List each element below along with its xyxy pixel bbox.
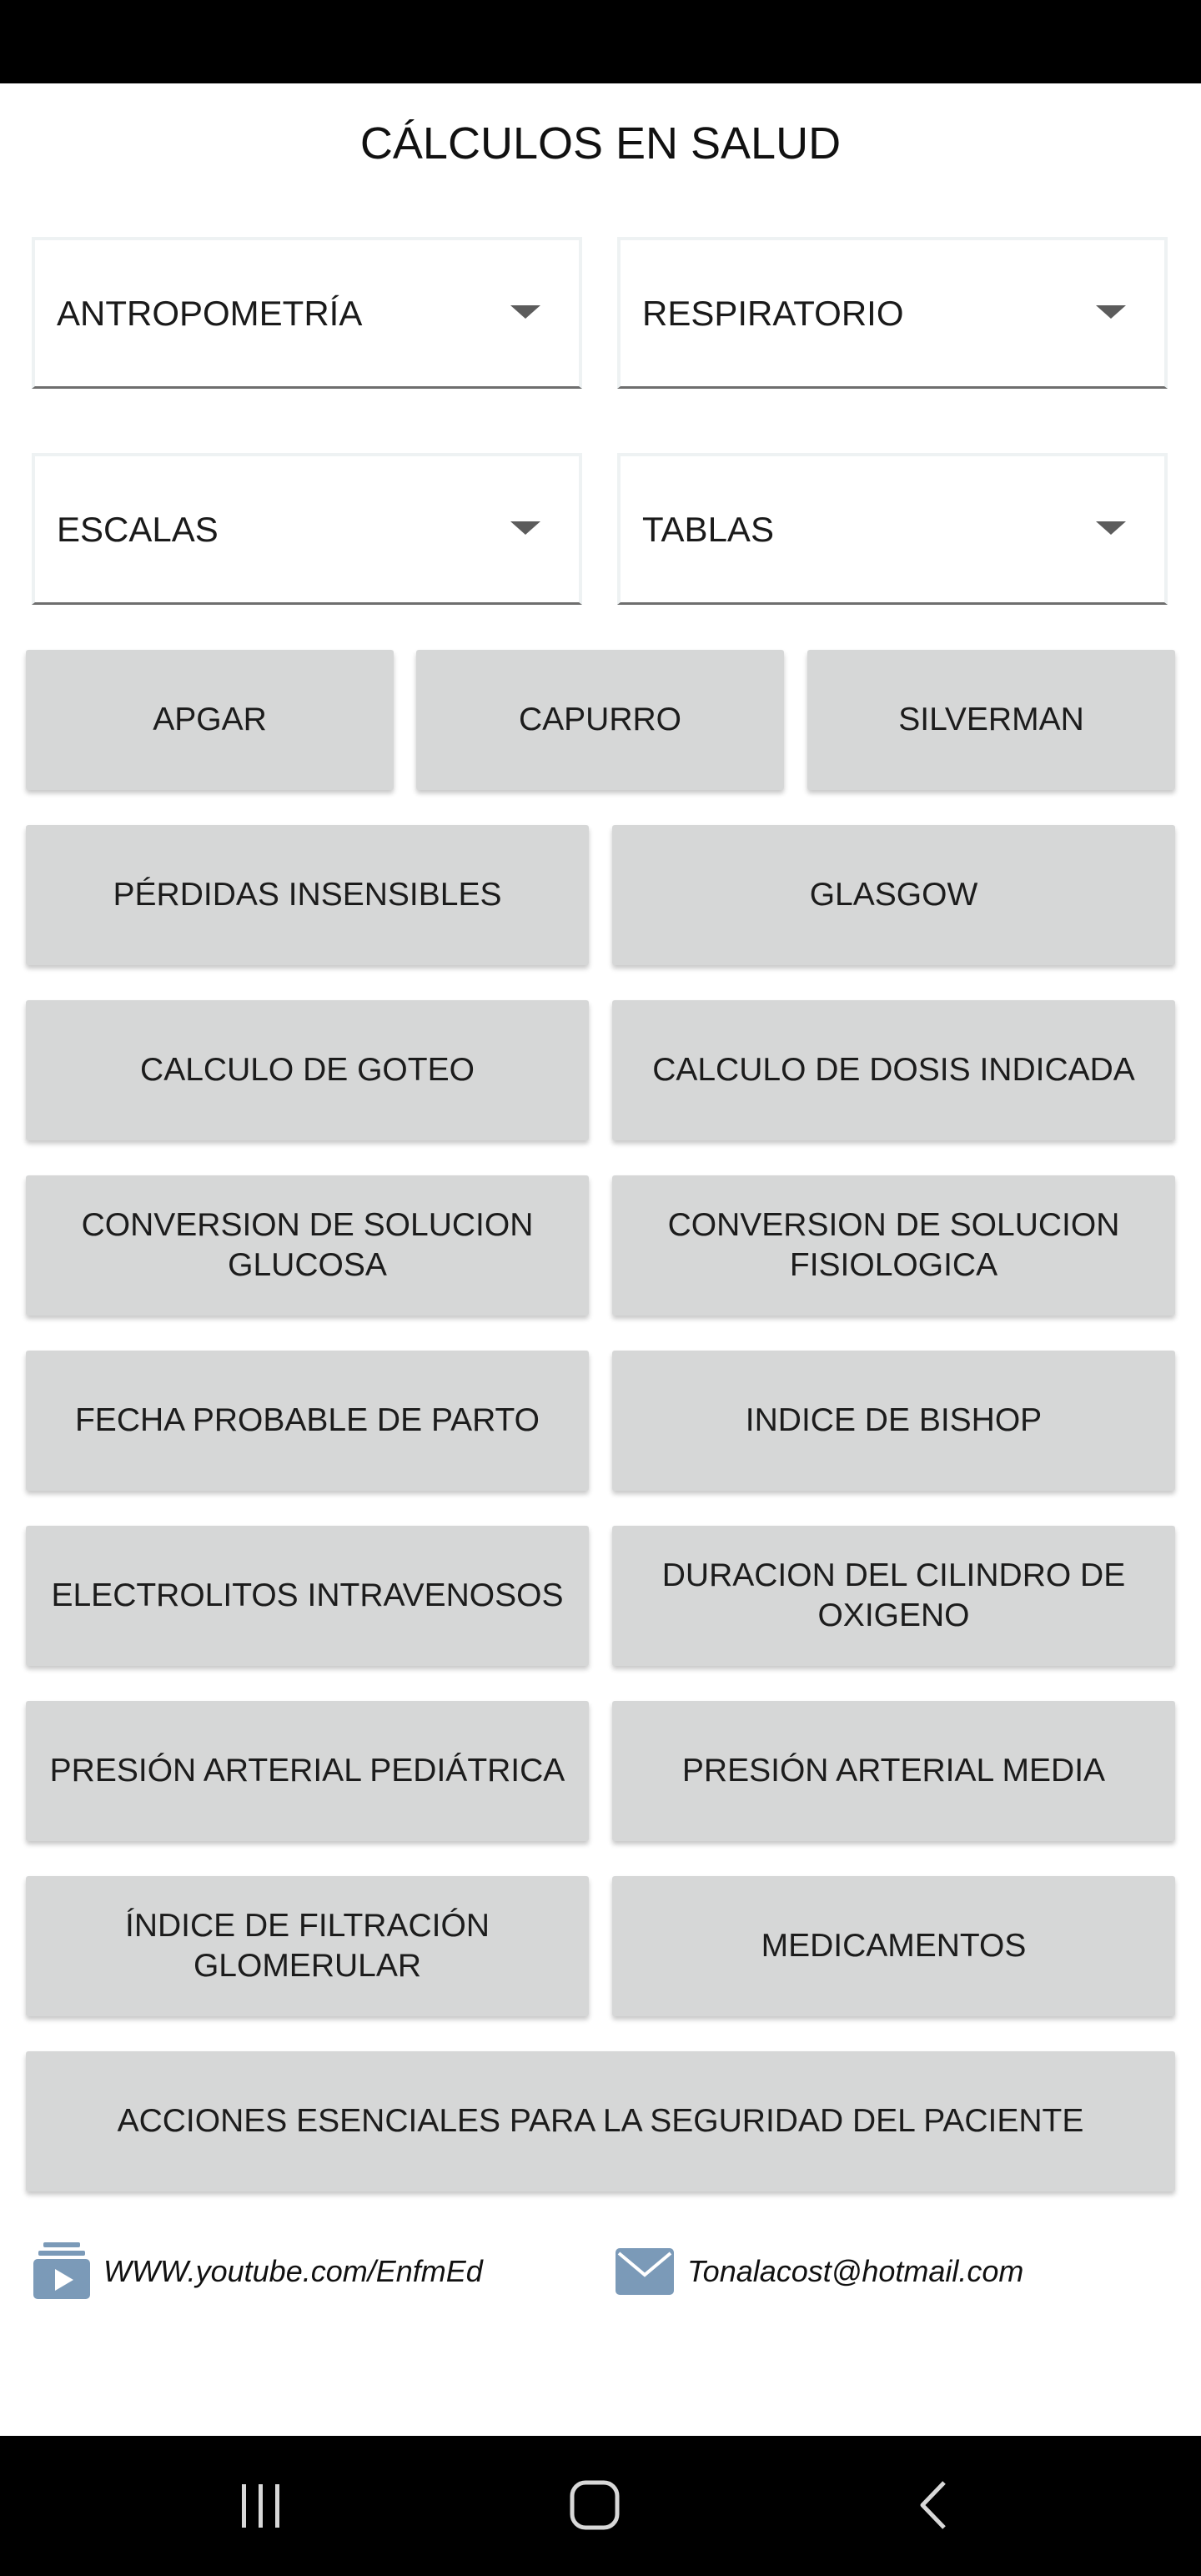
status-bar <box>0 0 1201 83</box>
presion-pediatrica-button[interactable]: PRESIÓN ARTERIAL PEDIÁTRICA <box>26 1701 589 1841</box>
fecha-parto-button[interactable]: FECHA PROBABLE DE PARTO <box>26 1351 589 1491</box>
presion-media-button[interactable]: PRESIÓN ARTERIAL MEDIA <box>612 1701 1175 1841</box>
dropdown-label: RESPIRATORIO <box>642 294 904 333</box>
silverman-button[interactable]: SILVERMAN <box>807 650 1175 790</box>
indice-bishop-button[interactable]: INDICE DE BISHOP <box>612 1351 1175 1491</box>
dropdown-label: ESCALAS <box>57 510 219 549</box>
email-link[interactable] <box>616 2242 1166 2301</box>
capurro-button[interactable]: CAPURRO <box>416 650 784 790</box>
youtube-link[interactable] <box>32 2242 565 2301</box>
dropdown-antropometria[interactable] <box>32 237 582 389</box>
dropdown-arrow-icon <box>1096 521 1126 535</box>
dropdown-arrow-icon <box>510 521 540 535</box>
dropdown-label: TABLAS <box>642 510 774 549</box>
filtracion-glomerular-button[interactable]: ÍNDICE DE FILTRACIÓN GLOMERULAR <box>26 1876 589 2016</box>
dropdown-escalas[interactable] <box>32 453 582 605</box>
glasgow-button[interactable]: GLASGOW <box>612 825 1175 965</box>
calculo-dosis-button[interactable]: CALCULO DE DOSIS INDICADA <box>612 1000 1175 1140</box>
perdidas-insensibles-button[interactable]: PÉRDIDAS INSENSIBLES <box>26 825 589 965</box>
navigation-bar <box>0 2436 1201 2576</box>
dropdown-arrow-icon <box>1096 305 1126 319</box>
conversion-fisiologica-button[interactable]: CONVERSION DE SOLUCION FISIOLOGICA <box>612 1175 1175 1316</box>
dropdown-tablas[interactable] <box>617 453 1168 605</box>
dropdown-label: ANTROPOMETRÍA <box>57 294 363 333</box>
envelope-icon <box>616 2248 674 2295</box>
page-title: CÁLCULOS EN SALUD <box>359 118 842 169</box>
calculo-goteo-button[interactable]: CALCULO DE GOTEO <box>26 1000 589 1140</box>
youtube-link-text: WWW.youtube.com/EnfmEd <box>103 2254 483 2288</box>
recent-apps-icon[interactable] <box>234 2479 287 2533</box>
medicamentos-button[interactable]: MEDICAMENTOS <box>612 1876 1175 2016</box>
back-icon[interactable] <box>909 2478 959 2533</box>
dropdown-respiratorio[interactable] <box>617 237 1168 389</box>
dropdown-arrow-icon <box>510 305 540 319</box>
home-icon[interactable] <box>567 2478 622 2533</box>
electrolitos-button[interactable]: ELECTROLITOS INTRAVENOSOS <box>26 1526 589 1666</box>
apgar-button[interactable]: APGAR <box>26 650 394 790</box>
acciones-esenciales-button[interactable]: ACCIONES ESENCIALES PARA LA SEGURIDAD DEL PACIENTE <box>26 2051 1175 2191</box>
conversion-glucosa-button[interactable]: CONVERSION DE SOLUCION GLUCOSA <box>26 1175 589 1316</box>
cilindro-oxigeno-button[interactable]: DURACION DEL CILINDRO DE OXIGENO <box>612 1526 1175 1666</box>
video-stack-icon <box>32 2242 92 2301</box>
email-link-text: Tonalacost@hotmail.com <box>687 2254 1024 2288</box>
